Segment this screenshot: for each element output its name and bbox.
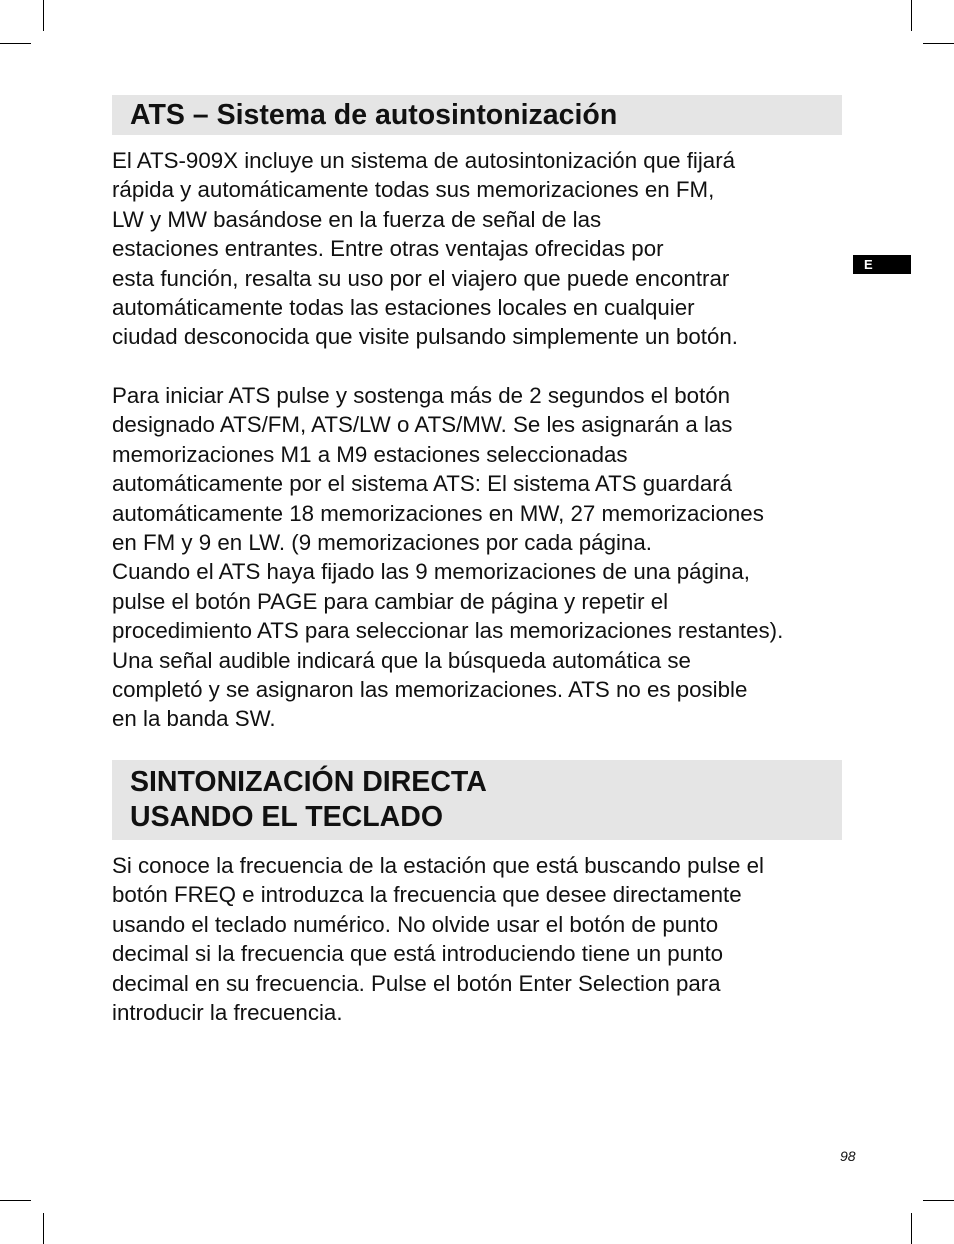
text-line: automáticamente 18 memorizaciones en MW, 27 memorizaciones: [112, 500, 764, 526]
text-line: completó y se asignaron las memorizaciones. ATS no es posible: [112, 677, 748, 703]
paragraph-direct-tuning: [112, 851, 872, 1027]
text-line: introducir la frecuencia.: [112, 1000, 343, 1026]
heading-line: SINTONIZACIÓN DIRECTA: [130, 766, 487, 798]
crop-mark: [923, 1200, 954, 1201]
crop-mark: [43, 1213, 44, 1244]
text-line: en FM y 9 en LW. (9 memorizaciones por cada página.: [112, 530, 652, 556]
text-line: ciudad desconocida que visite pulsando simplemente un botón.: [112, 324, 738, 350]
text-line: designado ATS/FM, ATS/LW o ATS/MW. Se les asignarán a las: [112, 412, 733, 438]
crop-mark: [923, 43, 954, 44]
text-line: Una señal audible indicará que la búsqueda automática se: [112, 647, 691, 673]
paragraph-ats-intro: [112, 146, 872, 352]
text-line: rápida y automáticamente todas sus memorizaciones en FM,: [112, 177, 715, 203]
text-line: pulse el botón PAGE para cambiar de página y repetir el: [112, 588, 669, 614]
text-line: Para iniciar ATS pulse y sostenga más de 2 segundos el botón: [112, 383, 731, 408]
text-line: memorizaciones M1 a M9 estaciones seleccionadas: [112, 441, 628, 467]
text-line: decimal si la frecuencia que está introduciendo tiene un punto: [112, 941, 724, 967]
text-line: en la banda SW.: [112, 706, 276, 732]
text-line: automáticamente por el sistema ATS: El sistema ATS guardará: [112, 471, 733, 497]
text-line: Si conoce la frecuencia de la estación que está buscando pulse el: [112, 853, 764, 878]
text-line: esta función, resalta su uso por el viajero que puede encontrar: [112, 265, 730, 291]
crop-mark: [911, 1213, 912, 1244]
crop-mark: [43, 0, 44, 31]
text-line: Cuando el ATS haya fijado las 9 memorizaciones de una página,: [112, 559, 750, 585]
text-line: estaciones entrantes. Entre otras ventajas ofrecidas por: [112, 236, 664, 262]
crop-mark: [0, 43, 31, 44]
crop-mark: [911, 0, 912, 31]
section-heading-direct-tuning: [112, 760, 842, 840]
text-line: procedimiento ATS para seleccionar las memorizaciones restantes).: [112, 618, 784, 644]
section-heading-ats: ATS – Sistema de autosintonización: [112, 95, 842, 135]
page-number: 98: [840, 1148, 856, 1164]
paragraph-ats-usage: [112, 381, 872, 734]
language-tab: E: [853, 255, 911, 274]
crop-mark: [0, 1200, 31, 1201]
text-line: usando el teclado numérico. No olvide usar el botón de punto: [112, 911, 719, 937]
text-line: El ATS-909X incluye un sistema de autosintonización que fijará: [112, 148, 736, 173]
text-line: decimal en su frecuencia. Pulse el botón Enter Selection para: [112, 970, 721, 996]
text-line: automáticamente todas las estaciones locales en cualquier: [112, 295, 695, 321]
heading-line: USANDO EL TECLADO: [130, 801, 443, 833]
text-line: LW y MW basándose en la fuerza de señal de las: [112, 206, 602, 232]
text-line: botón FREQ e introduzca la frecuencia que desee directamente: [112, 882, 742, 908]
